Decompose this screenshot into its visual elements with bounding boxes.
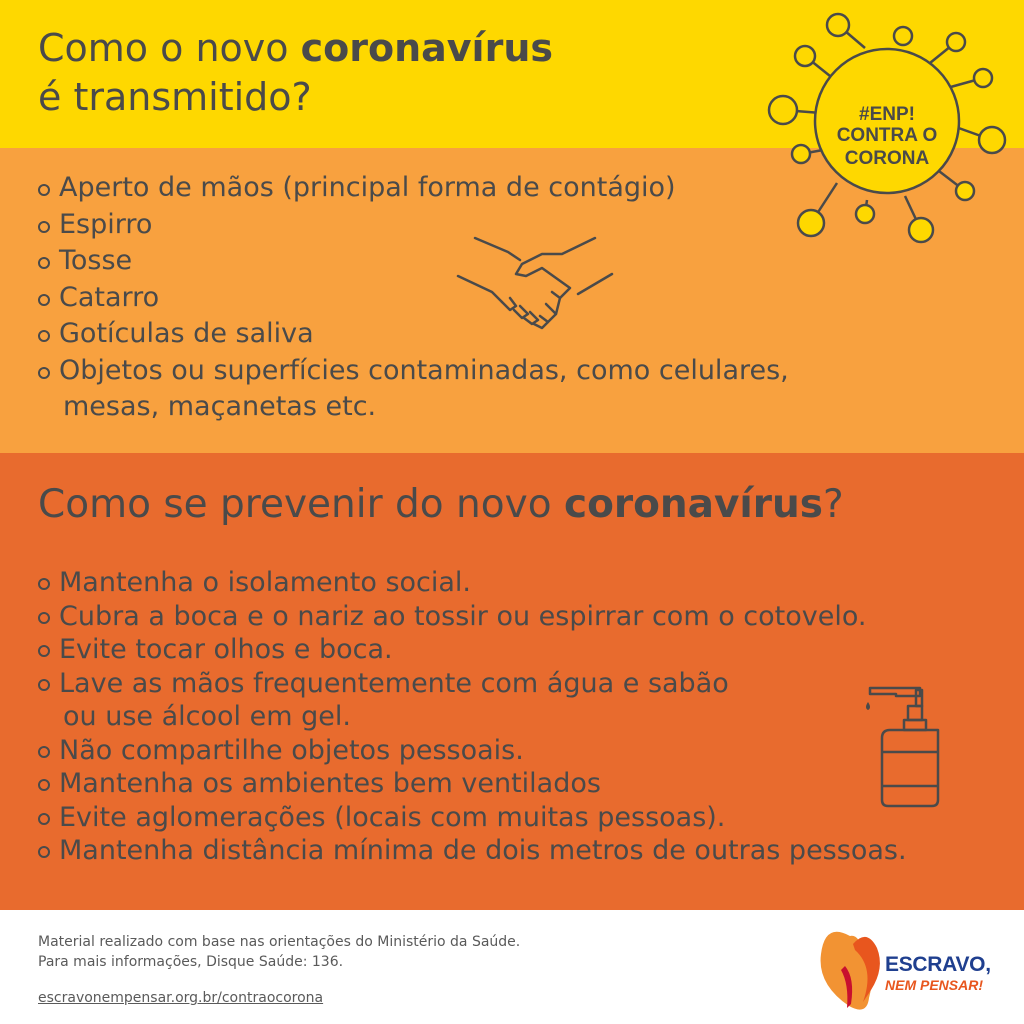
list-item-text: Não compartilhe objetos pessoais. (59, 734, 524, 766)
list-item-text: Lave as mãos frequentemente com água e sabão (59, 667, 729, 699)
list-item-text: Objetos ou superfícies contaminadas, como celulares, (59, 354, 789, 386)
bullet-icon (38, 221, 50, 233)
list-item-text: Catarro (59, 281, 160, 313)
handshake-icon (450, 230, 620, 330)
list-item-text: Evite aglomerações (locais com muitas pessoas). (59, 801, 726, 833)
bullet-icon (38, 813, 50, 825)
list-item (36, 170, 916, 207)
footer-link[interactable]: escravonempensar.org.br/contraocorona (38, 990, 324, 1006)
bullet-icon (38, 612, 50, 624)
list-item-text: Mantenha o isolamento social. (59, 567, 472, 598)
list-item-text: Aperto de mãos (principal forma de contágio) (59, 172, 676, 203)
transmission-title-line2: é transmitido? (38, 75, 312, 119)
brand-name-line1: ESCRAVO, (885, 953, 991, 976)
prevention-title (38, 478, 998, 532)
list-item-continuation: mesas, maçanetas etc. (63, 391, 377, 422)
transmission-title (38, 24, 758, 122)
list-item-text: Gotículas de saliva (59, 318, 314, 349)
list-item (36, 600, 1021, 634)
bullet-icon (38, 184, 50, 196)
transmission-title-bold: coronavírus (300, 26, 553, 70)
badge-line3: CORONA (844, 148, 930, 169)
bullet-icon (38, 578, 50, 590)
bullet-icon (38, 294, 50, 306)
bullet-icon (38, 645, 50, 657)
bullet-icon (38, 257, 50, 269)
list-item (36, 633, 1021, 667)
list-item-text: Mantenha distância mínima de dois metros de outras pessoas. (59, 835, 907, 866)
bullet-icon (38, 779, 50, 791)
prevention-title-prefix: Como se prevenir do novo (38, 482, 564, 527)
footer-note-line2: Para mais informações, Disque Saúde: 136. (38, 954, 344, 970)
bullet-icon (38, 846, 50, 858)
brand-name-line2: NEM PENSAR! (885, 977, 984, 993)
soap-dispenser-icon (858, 682, 948, 810)
list-item-text: Evite tocar olhos e boca. (59, 634, 393, 665)
list-item (36, 566, 1021, 600)
transmission-title-prefix: Como o novo (38, 26, 301, 70)
badge-line2: CONTRA O (836, 125, 938, 146)
list-item-text: Cubra a boca e o nariz ao tossir ou espirrar com o cotovelo. (59, 600, 867, 632)
list-item-text: Tosse (59, 245, 133, 276)
badge-line1: #ENP! (859, 104, 915, 125)
bullet-icon (38, 679, 50, 691)
list-item (36, 834, 1021, 868)
bullet-icon (38, 746, 50, 758)
prevention-title-suffix: ? (823, 482, 844, 527)
footer-note-line1: Material realizado com base nas orientações do Ministério da Saúde. (38, 934, 521, 950)
bullet-icon (38, 330, 50, 342)
list-item-text: Espirro (59, 208, 153, 240)
list-item (36, 353, 916, 426)
prevention-title-bold: coronavírus (563, 482, 823, 527)
bullet-icon (38, 367, 50, 379)
list-item-continuation: ou use álcool em gel. (63, 701, 351, 732)
list-item-text: Mantenha os ambientes bem ventilados (59, 768, 601, 799)
